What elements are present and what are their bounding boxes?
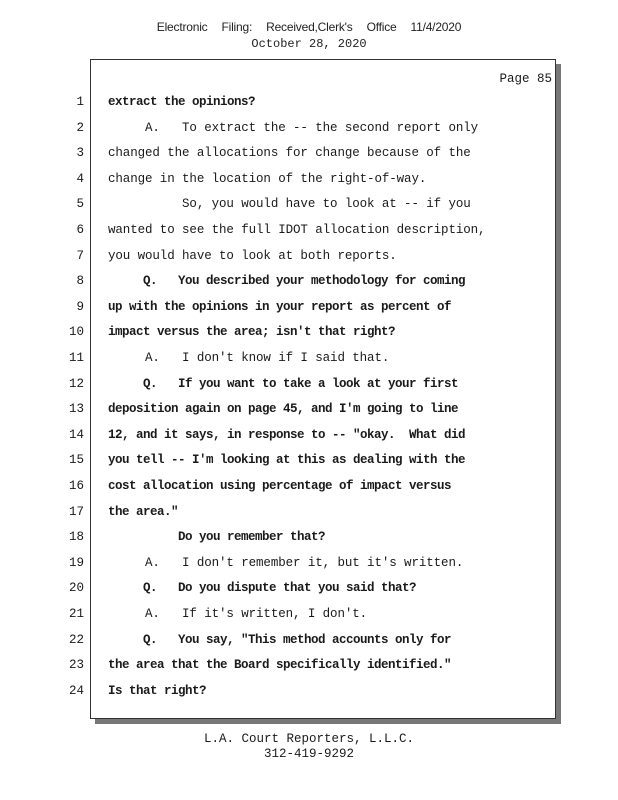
footer-company: L.A. Court Reporters, L.L.C. xyxy=(203,732,415,746)
line-number: 8 xyxy=(76,274,84,289)
line-number: 1 xyxy=(76,95,84,109)
line-number: 24 xyxy=(68,683,84,698)
line-number: 2 xyxy=(76,120,84,135)
line-number: 6 xyxy=(76,223,84,237)
line-text: changed the allocations for change because of the xyxy=(108,146,471,161)
footer xyxy=(0,732,618,762)
transcript-line xyxy=(0,320,618,346)
line-number: 17 xyxy=(68,504,84,519)
line-text: So, you would have to look at -- if you xyxy=(108,197,471,212)
line-number: 18 xyxy=(68,530,84,545)
line-text: the area." xyxy=(108,504,179,519)
transcript-line xyxy=(0,576,618,602)
line-number: 3 xyxy=(76,146,84,161)
transcript-line xyxy=(0,192,618,218)
stamp-electronic: Electronic xyxy=(156,20,208,34)
line-text: A. To extract the -- the second report only xyxy=(108,120,479,135)
line-text: A. I don't remember it, but it's written. xyxy=(108,555,464,570)
line-number: 10 xyxy=(68,325,84,340)
line-text: impact versus the area; isn't that right? xyxy=(108,325,396,340)
filing-stamp xyxy=(0,20,618,34)
line-text: Q. You described your methodology for coming xyxy=(108,274,466,289)
line-number: 14 xyxy=(68,427,84,442)
line-number: 19 xyxy=(68,555,84,570)
line-text: change in the location of the right-of-way. xyxy=(108,171,427,186)
footer-phone: 312-419-9292 xyxy=(263,747,354,761)
transcript-line xyxy=(0,244,618,270)
line-number: 20 xyxy=(68,581,84,596)
line-number: 23 xyxy=(68,658,84,673)
transcript-line xyxy=(0,167,618,193)
line-number: 12 xyxy=(68,376,84,391)
line-text: Q. Do you dispute that you said that? xyxy=(108,581,417,596)
line-text: Do you remember that? xyxy=(108,530,326,545)
line-number: 22 xyxy=(68,632,84,647)
transcript-line xyxy=(0,269,618,295)
line-number: 7 xyxy=(76,248,84,263)
transcript-line xyxy=(0,525,618,551)
transcript-line xyxy=(0,628,618,654)
line-text: up with the opinions in your report as percent of xyxy=(108,299,452,314)
transcript-line xyxy=(0,116,618,142)
line-text: A. If it's written, I don't. xyxy=(108,607,368,621)
transcript-line xyxy=(0,551,618,577)
transcript-line xyxy=(0,346,618,372)
transcript-line xyxy=(0,679,618,705)
line-number: 16 xyxy=(68,479,84,493)
line-number: 9 xyxy=(76,299,84,314)
line-text: Q. If you want to take a look at your first xyxy=(108,376,459,391)
transcript-line xyxy=(0,653,618,679)
stamp-date: 11/4/2020 xyxy=(410,20,462,34)
stamp-office: Office xyxy=(366,20,397,34)
line-text: the area that the Board specifically identified." xyxy=(108,658,452,673)
line-text: Q. You say, "This method accounts only for xyxy=(108,632,452,647)
line-text: wanted to see the full IDOT allocation description, xyxy=(108,223,486,237)
line-number: 4 xyxy=(76,171,84,186)
line-text: A. I don't know if I said that. xyxy=(108,351,390,365)
line-number: 13 xyxy=(68,402,84,417)
transcript-line xyxy=(0,218,618,244)
line-text: Is that right? xyxy=(108,683,207,698)
transcript-line xyxy=(0,602,618,628)
stamp-received: Received,Clerk's xyxy=(266,20,353,34)
transcript-line xyxy=(0,448,618,474)
line-text: you tell -- I'm looking at this as dealing with the xyxy=(108,453,466,468)
line-text: extract the opinions? xyxy=(108,95,256,109)
transcript-line xyxy=(0,500,618,526)
document-date: October 28, 2020 xyxy=(251,37,367,51)
transcript-line xyxy=(0,474,618,500)
line-number: 15 xyxy=(68,453,84,468)
line-text: you would have to look at both reports. xyxy=(108,248,397,263)
transcript-line xyxy=(0,423,618,449)
line-number: 21 xyxy=(68,607,84,621)
transcript-line xyxy=(0,90,618,116)
line-text: 12, and it says, in response to -- "okay. What did xyxy=(108,427,466,442)
transcript-line xyxy=(0,141,618,167)
line-text: cost allocation using percentage of impact versus xyxy=(108,479,452,493)
stamp-filing: Filing: xyxy=(221,20,253,34)
line-number: 11 xyxy=(68,351,84,365)
transcript-line xyxy=(0,295,618,321)
line-text: deposition again on page 45, and I'm going to line xyxy=(108,402,459,417)
line-number: 5 xyxy=(76,197,84,212)
transcript-line xyxy=(0,372,618,398)
page-number: Page 85 xyxy=(499,72,552,86)
transcript-line xyxy=(0,397,618,423)
